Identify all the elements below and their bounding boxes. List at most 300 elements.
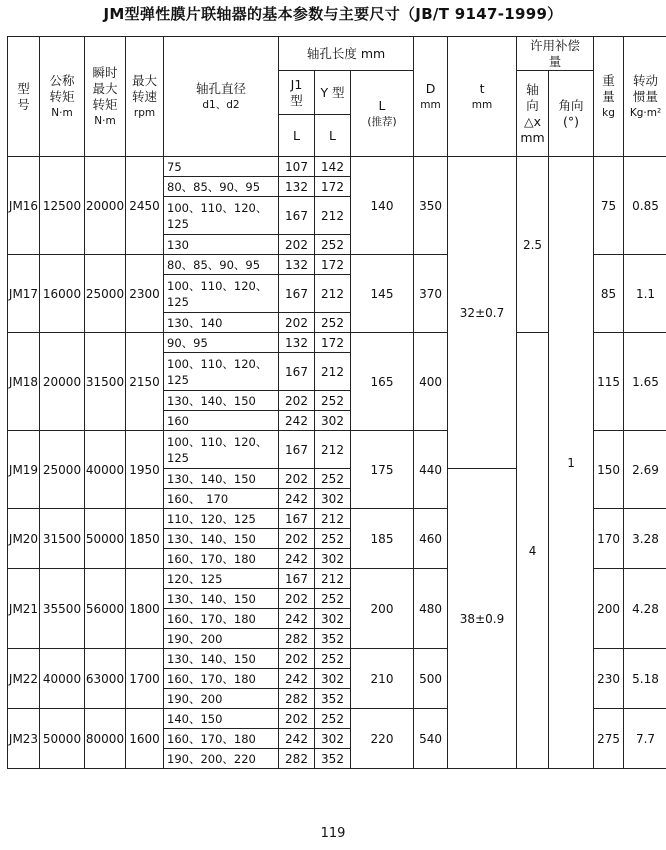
header-max-speed-unit: rpm — [133, 106, 156, 119]
cell-max-speed — [126, 509, 164, 569]
cell-j1-length — [279, 275, 315, 313]
cell-j1-length-text: 202 — [285, 315, 308, 330]
cell-inertia-text: 3.28 — [632, 531, 659, 546]
cell-bore-diameter — [164, 411, 279, 431]
cell-j1-length — [279, 177, 315, 197]
cell-max-speed — [126, 649, 164, 709]
cell-y-length — [315, 469, 351, 489]
cell-j1-length-text: 242 — [285, 731, 308, 746]
cell-y-length — [315, 709, 351, 729]
cell-max-speed-text: 1800 — [129, 601, 160, 616]
cell-bore-diameter — [164, 589, 279, 609]
cell-model — [8, 709, 40, 769]
cell-weight-text: 150 — [597, 462, 620, 477]
header-angular — [549, 71, 594, 157]
cell-l-recommended — [351, 255, 414, 333]
cell-peak-torque — [85, 709, 126, 769]
spec-table — [7, 36, 666, 769]
cell-bore-diameter-text: 100、110、120、125 — [167, 278, 268, 309]
cell-inertia — [624, 255, 666, 333]
cell-j1-length-text: 282 — [285, 691, 308, 706]
cell-bore-diameter-text: 140、150 — [167, 711, 223, 726]
cell-max-speed-text: 1950 — [129, 462, 160, 477]
cell-bore-diameter-text: 130 — [167, 237, 189, 252]
cell-inertia-text: 2.69 — [632, 462, 659, 477]
cell-j1-length-text: 202 — [285, 651, 308, 666]
cell-y-length — [315, 275, 351, 313]
cell-bore-diameter — [164, 489, 279, 509]
cell-y-length — [315, 729, 351, 749]
cell-j1-length-text: 167 — [285, 286, 308, 301]
cell-max-speed — [126, 255, 164, 333]
cell-y-length-text: 252 — [321, 315, 344, 330]
cell-weight — [594, 709, 624, 769]
cell-y-length-text: 352 — [321, 631, 344, 646]
cell-y-length — [315, 749, 351, 769]
cell-j1-length — [279, 489, 315, 509]
cell-bore-diameter-text: 160、170、180 — [167, 731, 256, 746]
cell-bore-diameter-text: 100、110、120、125 — [167, 356, 268, 387]
cell-nominal-torque-text: 25000 — [42, 462, 82, 477]
cell-y-length — [315, 177, 351, 197]
cell-y-length-text: 352 — [321, 691, 344, 706]
cell-max-speed-text: 2150 — [129, 374, 160, 389]
cell-inertia — [624, 649, 666, 709]
cell-y-length-text: 172 — [321, 257, 344, 272]
cell-nominal-torque — [40, 333, 85, 431]
cell-y-length — [315, 313, 351, 333]
cell-l-recommended — [351, 709, 414, 769]
cell-l-recommended — [351, 649, 414, 709]
cell-j1-length — [279, 411, 315, 431]
cell-j1-length-text: 167 — [285, 208, 308, 223]
cell-y-length — [315, 255, 351, 275]
header-model — [8, 37, 40, 157]
cell-j1-length-text: 167 — [285, 442, 308, 457]
cell-bore-diameter — [164, 549, 279, 569]
cell-y-length — [315, 649, 351, 669]
header-peak-torque — [85, 37, 126, 157]
cell-model — [8, 157, 40, 255]
cell-bore-diameter-text: 130、140、150 — [167, 591, 256, 606]
cell-peak-torque — [85, 333, 126, 431]
cell-j1-length — [279, 549, 315, 569]
cell-y-length — [315, 197, 351, 235]
cell-model-text: JM16 — [8, 198, 39, 213]
cell-peak-torque-text: 31500 — [85, 374, 125, 389]
page-title: JM型弹性膜片联轴器的基本参数与主要尺寸（JB/T 9147-1999） — [103, 5, 563, 23]
cell-max-speed — [126, 569, 164, 649]
cell-inertia — [624, 709, 666, 769]
header-axial — [517, 71, 549, 157]
cell-l-recommended-text: 220 — [370, 731, 394, 746]
cell-j1-length — [279, 749, 315, 769]
cell-inertia-text: 1.1 — [635, 286, 656, 301]
cell-max-speed — [126, 333, 164, 431]
header-bore-length-text: 轴孔长度 mm — [306, 45, 386, 61]
cell-bore-diameter-text: 90、95 — [167, 335, 208, 350]
cell-nominal-torque — [40, 157, 85, 255]
cell-j1-length — [279, 669, 315, 689]
cell-model — [8, 333, 40, 431]
cell-weight-text: 200 — [597, 601, 620, 616]
cell-axial-text: 2.5 — [522, 237, 543, 252]
cell-bore-diameter-text: 190、200 — [167, 691, 223, 706]
cell-t — [448, 469, 517, 769]
header-bore-diameter-text: 轴孔直径 — [195, 80, 246, 96]
cell-j1-length-text: 132 — [285, 179, 308, 194]
cell-nominal-torque — [40, 431, 85, 509]
cell-peak-torque-text: 63000 — [85, 671, 125, 686]
cell-axial-text: 4 — [528, 543, 537, 558]
cell-l-recommended — [351, 509, 414, 569]
cell-model-text: JM20 — [8, 531, 39, 546]
cell-peak-torque-text: 50000 — [85, 531, 125, 546]
cell-l-recommended-text: 175 — [370, 462, 394, 477]
cell-l-recommended-text: 210 — [370, 671, 394, 686]
cell-bore-diameter — [164, 669, 279, 689]
cell-j1-length — [279, 529, 315, 549]
page-number: 119 — [320, 826, 346, 841]
cell-peak-torque — [85, 431, 126, 509]
cell-weight — [594, 333, 624, 431]
cell-y-length-text: 252 — [321, 651, 344, 666]
cell-nominal-torque-text: 20000 — [42, 374, 82, 389]
header-peak-torque-unit: N·m — [94, 114, 116, 127]
cell-j1-length-text: 202 — [285, 591, 308, 606]
cell-y-length-text: 252 — [321, 531, 344, 546]
cell-y-length-text: 252 — [321, 237, 344, 252]
cell-inertia — [624, 509, 666, 569]
header-bore-diameter-unit: d1、d2 — [202, 98, 240, 111]
cell-inertia-text: 5.18 — [632, 671, 659, 686]
cell-j1-length — [279, 157, 315, 177]
cell-j1-length — [279, 333, 315, 353]
cell-peak-torque-text: 80000 — [85, 731, 125, 746]
cell-y-length — [315, 669, 351, 689]
cell-j1-length-text: 282 — [285, 631, 308, 646]
cell-t — [448, 157, 517, 469]
header-j1-text: J1 型 — [290, 76, 303, 108]
cell-bore-diameter-text: 160、170、180 — [167, 611, 256, 626]
cell-bore-diameter-text: 75 — [167, 159, 182, 174]
cell-j1-length-text: 242 — [285, 551, 308, 566]
header-y-l-text: L — [329, 127, 336, 143]
cell-model — [8, 431, 40, 509]
header-D-text: D — [425, 80, 436, 96]
cell-j1-length — [279, 431, 315, 469]
cell-y-length-text: 252 — [321, 393, 344, 408]
cell-j1-length — [279, 469, 315, 489]
cell-l-recommended-text: 165 — [370, 374, 394, 389]
cell-y-length-text: 252 — [321, 471, 344, 486]
cell-j1-length-text: 167 — [285, 364, 308, 379]
cell-bore-diameter — [164, 391, 279, 411]
header-D-unit: mm — [420, 98, 441, 111]
cell-inertia — [624, 431, 666, 509]
cell-bore-diameter — [164, 255, 279, 275]
cell-D-text: 400 — [419, 374, 442, 389]
cell-y-length-text: 212 — [321, 571, 344, 586]
cell-angular-text: 1 — [567, 455, 575, 470]
cell-bore-diameter — [164, 275, 279, 313]
cell-model — [8, 509, 40, 569]
cell-j1-length — [279, 353, 315, 391]
cell-l-recommended-text: 185 — [370, 531, 394, 546]
cell-j1-length-text: 167 — [285, 511, 308, 526]
cell-inertia — [624, 157, 666, 255]
cell-model-text: JM17 — [8, 286, 39, 301]
cell-y-length — [315, 629, 351, 649]
cell-bore-diameter — [164, 431, 279, 469]
cell-j1-length-text: 282 — [285, 751, 308, 766]
cell-bore-diameter-text: 160、170、180 — [167, 551, 256, 566]
header-angular-text: 角向 (°) — [558, 97, 584, 129]
cell-l-recommended — [351, 333, 414, 431]
table-row — [8, 157, 666, 177]
header-y-l — [315, 115, 351, 157]
header-j1 — [279, 71, 315, 115]
cell-bore-diameter — [164, 609, 279, 629]
cell-y-length-text: 302 — [321, 551, 344, 566]
cell-y-length — [315, 489, 351, 509]
cell-model-text: JM18 — [8, 374, 39, 389]
cell-bore-diameter-text: 130、140、150 — [167, 651, 256, 666]
header-l-recommended — [351, 71, 414, 157]
cell-j1-length — [279, 235, 315, 255]
cell-nominal-torque-text: 31500 — [42, 531, 82, 546]
cell-weight — [594, 157, 624, 255]
cell-y-length-text: 302 — [321, 413, 344, 428]
cell-bore-diameter-text: 110、120、125 — [167, 511, 256, 526]
cell-y-length-text: 302 — [321, 491, 344, 506]
cell-bore-diameter-text: 190、200 — [167, 631, 223, 646]
cell-bore-diameter-text: 160、 170 — [167, 491, 229, 506]
header-compensation-text: 许用补偿 量 — [530, 37, 581, 69]
cell-y-length — [315, 689, 351, 709]
cell-axial — [517, 333, 549, 769]
header-inertia-unit: Kg·m² — [629, 106, 662, 119]
cell-weight — [594, 649, 624, 709]
cell-y-length — [315, 549, 351, 569]
cell-peak-torque — [85, 569, 126, 649]
cell-bore-diameter-text: 130、140、150 — [167, 471, 256, 486]
cell-bore-diameter — [164, 197, 279, 235]
cell-j1-length — [279, 589, 315, 609]
cell-bore-diameter — [164, 157, 279, 177]
cell-y-length-text: 212 — [321, 208, 344, 223]
header-nominal-torque-text: 公称 转矩 — [49, 72, 75, 104]
cell-nominal-torque-text: 50000 — [42, 731, 82, 746]
cell-bore-diameter — [164, 529, 279, 549]
cell-j1-length-text: 202 — [285, 393, 308, 408]
cell-nominal-torque-text: 12500 — [42, 198, 82, 213]
cell-y-length-text: 142 — [321, 159, 344, 174]
header-bore-length — [279, 37, 414, 71]
cell-D-text: 370 — [419, 286, 442, 301]
cell-j1-length-text: 107 — [285, 159, 308, 174]
header-y-text: Y 型 — [320, 84, 345, 100]
cell-y-length — [315, 431, 351, 469]
cell-D-text: 460 — [419, 531, 442, 546]
cell-bore-diameter — [164, 353, 279, 391]
cell-y-length — [315, 391, 351, 411]
cell-weight-text: 115 — [597, 374, 620, 389]
cell-j1-length — [279, 609, 315, 629]
cell-D — [414, 333, 448, 431]
cell-bore-diameter-text: 100、110、120、125 — [167, 200, 268, 231]
cell-j1-length-text: 132 — [285, 335, 308, 350]
header-nominal-torque — [40, 37, 85, 157]
cell-y-length-text: 302 — [321, 731, 344, 746]
cell-bore-diameter-text: 130、140、150 — [167, 531, 256, 546]
cell-l-recommended-text: 140 — [370, 198, 394, 213]
cell-y-length-text: 212 — [321, 286, 344, 301]
header-j1-l-text: L — [293, 127, 300, 143]
cell-y-length — [315, 235, 351, 255]
cell-D — [414, 255, 448, 333]
cell-bore-diameter — [164, 569, 279, 589]
cell-l-recommended — [351, 431, 414, 509]
cell-weight-text: 75 — [600, 198, 617, 213]
cell-y-length-text: 172 — [321, 179, 344, 194]
cell-max-speed-text: 1850 — [129, 531, 160, 546]
cell-max-speed-text: 1600 — [129, 731, 160, 746]
cell-y-length-text: 252 — [321, 711, 344, 726]
header-l-recommended-unit: (推荐) — [367, 115, 397, 128]
cell-inertia-text: 0.85 — [632, 198, 659, 213]
cell-j1-length — [279, 629, 315, 649]
cell-weight-text: 230 — [597, 671, 620, 686]
cell-model-text: JM22 — [8, 671, 39, 686]
cell-bore-diameter-text: 100、110、120、125 — [167, 434, 268, 465]
cell-max-speed — [126, 709, 164, 769]
header-t-text: t — [479, 80, 485, 96]
cell-inertia — [624, 333, 666, 431]
cell-peak-torque — [85, 255, 126, 333]
cell-D-text: 480 — [419, 601, 442, 616]
cell-bore-diameter — [164, 629, 279, 649]
header-y — [315, 71, 351, 115]
cell-D-text: 350 — [419, 198, 442, 213]
cell-bore-diameter — [164, 729, 279, 749]
cell-j1-length-text: 242 — [285, 671, 308, 686]
header-model-text: 型 号 — [17, 80, 30, 112]
cell-bore-diameter-text: 190、200、220 — [167, 751, 256, 766]
cell-nominal-torque — [40, 509, 85, 569]
header-max-speed-text: 最大 转速 — [131, 72, 157, 104]
cell-j1-length-text: 202 — [285, 711, 308, 726]
header-l-recommended-text: L — [378, 97, 386, 113]
cell-peak-torque-text: 25000 — [85, 286, 125, 301]
cell-j1-length — [279, 255, 315, 275]
cell-max-speed — [126, 157, 164, 255]
cell-peak-torque-text: 20000 — [85, 198, 125, 213]
cell-l-recommended-text: 145 — [370, 286, 394, 301]
cell-axial — [517, 157, 549, 333]
header-peak-torque-text: 瞬时 最大 转矩 — [92, 64, 118, 112]
cell-j1-length — [279, 313, 315, 333]
cell-y-length-text: 302 — [321, 611, 344, 626]
cell-model — [8, 569, 40, 649]
cell-y-length — [315, 333, 351, 353]
cell-bore-diameter — [164, 177, 279, 197]
cell-bore-diameter-text: 160 — [167, 413, 189, 428]
header-bore-diameter — [164, 37, 279, 157]
cell-bore-diameter-text: 120、125 — [167, 571, 223, 586]
cell-bore-diameter — [164, 649, 279, 669]
cell-D — [414, 157, 448, 255]
cell-weight — [594, 255, 624, 333]
cell-j1-length — [279, 569, 315, 589]
cell-t-text: 38±0.9 — [459, 611, 505, 626]
cell-y-length — [315, 353, 351, 391]
cell-model-text: JM23 — [8, 731, 39, 746]
cell-D — [414, 649, 448, 709]
cell-weight — [594, 431, 624, 509]
cell-j1-length — [279, 729, 315, 749]
cell-max-speed-text: 2300 — [129, 286, 160, 301]
cell-y-length-text: 212 — [321, 442, 344, 457]
cell-j1-length-text: 202 — [285, 471, 308, 486]
cell-model — [8, 255, 40, 333]
header-t-unit: mm — [471, 98, 493, 111]
header-max-speed — [126, 37, 164, 157]
header-weight-unit: kg — [602, 106, 615, 119]
cell-inertia-text: 7.7 — [635, 731, 656, 746]
cell-l-recommended — [351, 569, 414, 649]
cell-j1-length — [279, 391, 315, 411]
cell-peak-torque — [85, 157, 126, 255]
cell-bore-diameter — [164, 333, 279, 353]
cell-D-text: 540 — [419, 731, 442, 746]
cell-y-length — [315, 529, 351, 549]
cell-D — [414, 569, 448, 649]
header-weight — [594, 37, 624, 157]
cell-nominal-torque-text: 40000 — [42, 671, 82, 686]
cell-j1-length-text: 202 — [285, 237, 308, 252]
cell-y-length — [315, 509, 351, 529]
cell-j1-length — [279, 197, 315, 235]
header-t — [448, 37, 517, 157]
cell-y-length — [315, 609, 351, 629]
cell-inertia — [624, 569, 666, 649]
cell-max-speed-text: 1700 — [129, 671, 160, 686]
cell-weight-text: 170 — [597, 531, 620, 546]
cell-D-text: 440 — [419, 462, 442, 477]
cell-j1-length-text: 132 — [285, 257, 308, 272]
cell-max-speed — [126, 431, 164, 509]
cell-l-recommended-text: 200 — [370, 601, 394, 616]
header-inertia-text: 转动 惯量 — [633, 72, 659, 104]
cell-j1-length-text: 242 — [285, 491, 308, 506]
cell-peak-torque — [85, 509, 126, 569]
cell-bore-diameter — [164, 509, 279, 529]
cell-y-length-text: 302 — [321, 671, 344, 686]
cell-model-text: JM21 — [8, 601, 39, 616]
cell-nominal-torque — [40, 649, 85, 709]
cell-peak-torque — [85, 649, 126, 709]
cell-D — [414, 709, 448, 769]
header-inertia — [624, 37, 666, 157]
cell-max-speed-text: 2450 — [129, 198, 160, 213]
cell-j1-length — [279, 509, 315, 529]
cell-weight — [594, 569, 624, 649]
cell-nominal-torque — [40, 569, 85, 649]
cell-nominal-torque-text: 16000 — [42, 286, 82, 301]
cell-nominal-torque — [40, 255, 85, 333]
cell-model-text: JM19 — [8, 462, 39, 477]
